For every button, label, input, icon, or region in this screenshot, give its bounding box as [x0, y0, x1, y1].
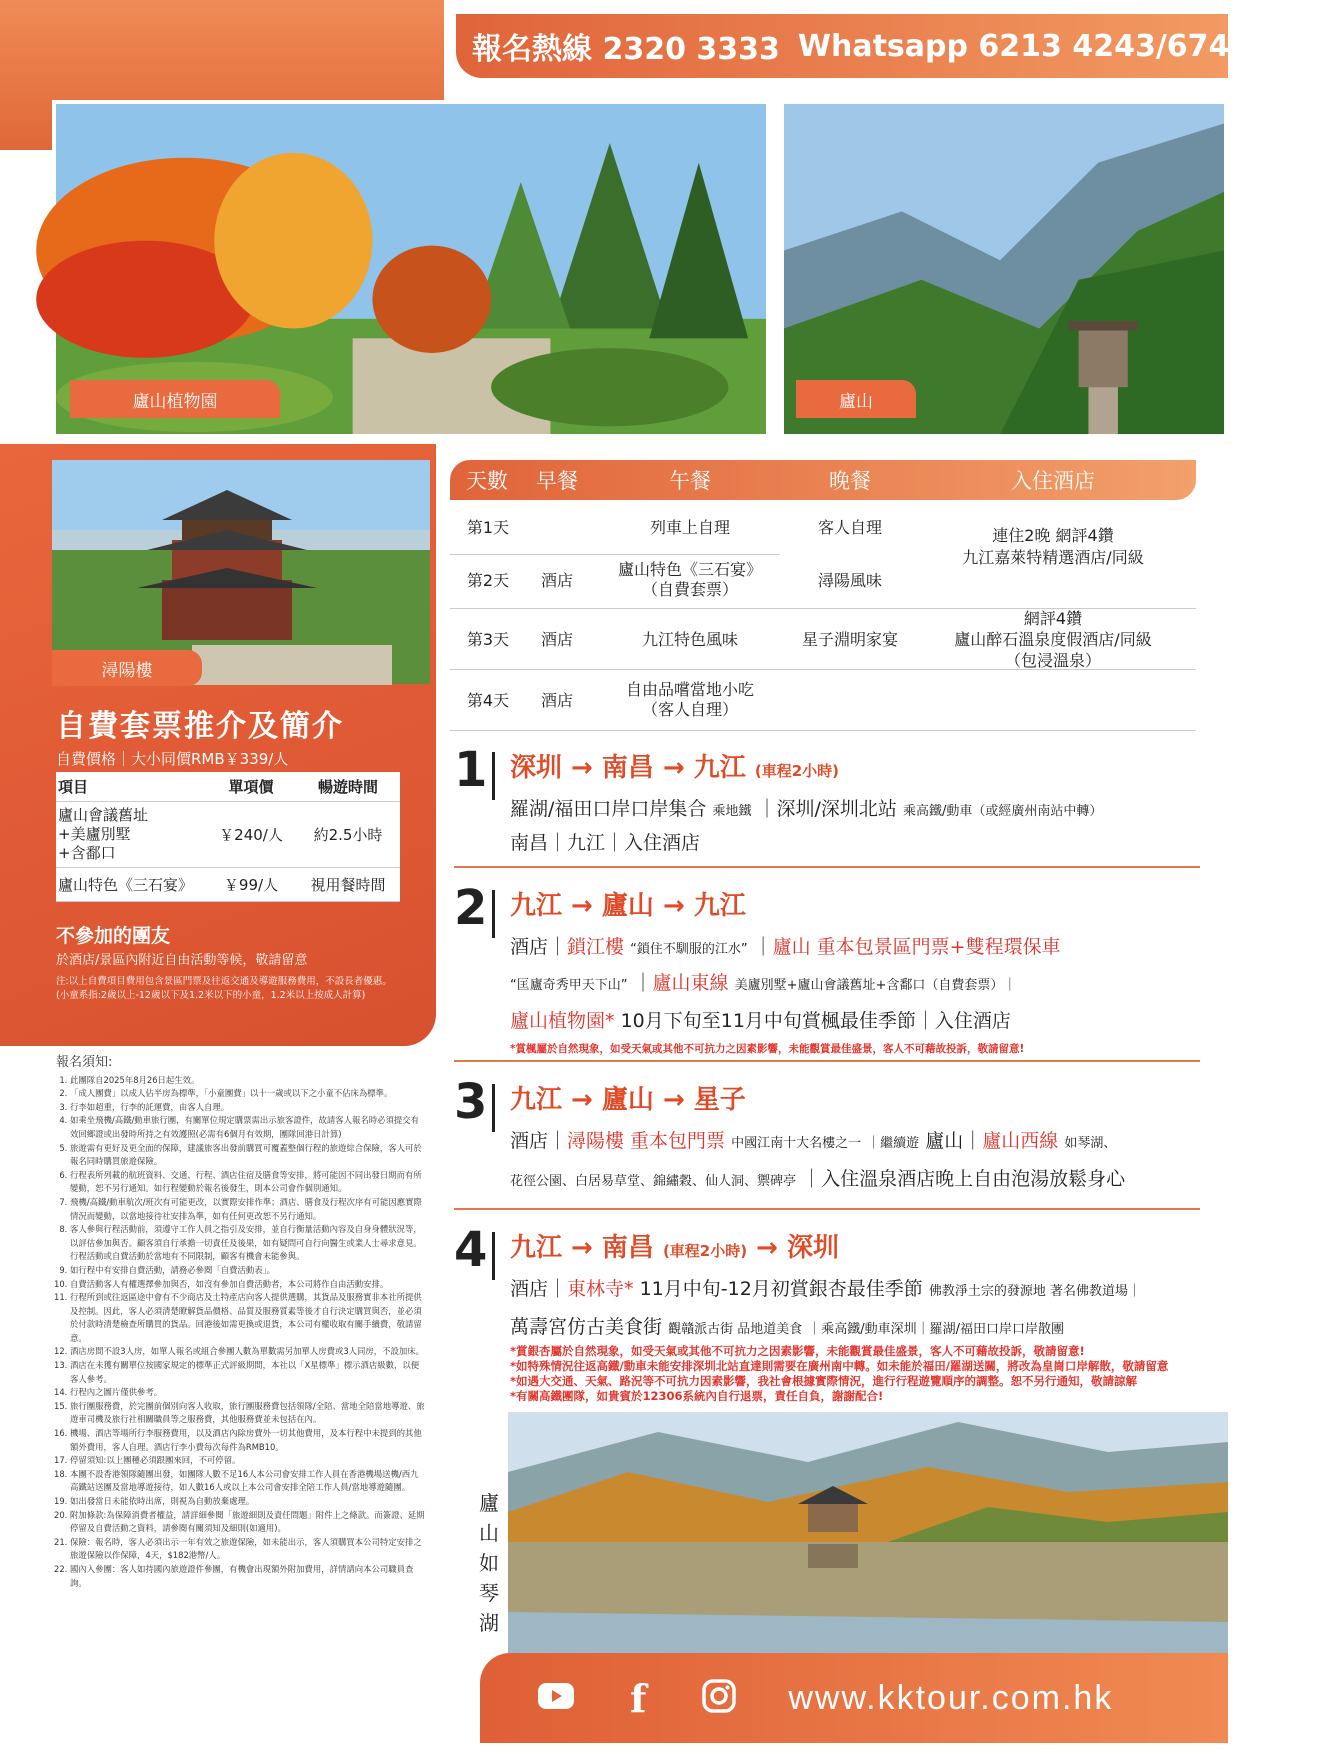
meal-breakfast: 酒店 [540, 571, 573, 590]
meal-day: 第4天 [466, 691, 510, 710]
meal-day: 第3天 [466, 630, 510, 649]
row-price: ￥99/人 [223, 876, 279, 894]
day2-bar [492, 890, 495, 938]
notes-item: 6. 行程表所列載的航班資料、交通、行程、酒店住宿及膳食等安排，將可能因不同出發日期而有所變動，恕不另行通知。如行程變動於報名後發生，則本公司會作個別通知。 [70, 1169, 426, 1196]
day3-line1 [510, 1126, 1116, 1153]
day4-warning: *如遇大交通、天氣、路況等不可抗力因素影響，我社會根據實際情況，進行行程遊覽順序的調整。恕不另行通知，敬請諒解 [510, 1374, 1138, 1388]
day3-l1c: 中國江南十大名樓之一 [731, 1136, 862, 1151]
lushan-caption: 廬山 [796, 380, 916, 418]
meal-header-hotel: 入住酒店 [1011, 469, 1095, 493]
day4-number: 4 [454, 1222, 488, 1278]
day3-l1h: 如琴湖、 [1064, 1136, 1117, 1151]
day1-title [510, 747, 839, 784]
notes-item: 5. 旅遊需有更好及更全面的保障，建議旅客出發前購買可覆蓋整個行程的旅遊綜合保險，客人可於報名同時購買旅遊保險。 [70, 1142, 426, 1169]
nonjoin-text: 於酒店/景區內附近自由活動等候，敬請留意 [56, 953, 308, 968]
notes-item: 4. 如乘坐飛機/高鐵/動車旅行團，有關單位規定購票需出示旅客證件，故請客人報名時必須提交有效回鄉證或出發時所持之有效護照(必需有6個月有效期，團隊回港日計算) [70, 1114, 426, 1141]
meal-header-day: 天數 [466, 469, 508, 493]
notes-item: 1. 此團隊自2025年8月26日起生效。 [70, 1074, 426, 1088]
day4-title-end: → 深圳 [756, 1233, 840, 1263]
row-time: 視用餐時間 [310, 876, 386, 894]
day1-l1b: 乘地鐵 [712, 804, 752, 819]
notes-item: 7. 飛機/高鐵/動車航次/班次有可能更改，以實際安排作準；酒店、膳食及行程次序有可能因應實際情況而變動，以當地接待社安排為準，如有任何更改恕不另行通知。 [70, 1196, 426, 1223]
day2-l1e: 廬山 重本包景區門票+雙程環保車 [772, 936, 1061, 958]
day1-bar [492, 752, 495, 800]
day3-bar [492, 1084, 495, 1132]
table-row [56, 802, 400, 868]
meal-header-lunch: 午餐 [669, 469, 711, 493]
day4-title [510, 1227, 839, 1264]
day2-number: 2 [454, 880, 488, 936]
meal-hotel-2: 網評4鑽 廬山醉石溫泉度假酒店/同級 （包浸溫泉） [954, 609, 1152, 670]
day2-line1 [510, 932, 1061, 959]
day3-divider [454, 1208, 1200, 1210]
day4-l2c: ｜乘高鐵/動車深圳｜羅湖/福田口岸口岸散團 [808, 1322, 1065, 1337]
hotline-bar [456, 14, 1344, 78]
day2-line2 [510, 968, 1016, 995]
day2-l2d: 美廬別墅+廬山會議舊址+含鄱口（自費套票）｜ [734, 978, 1017, 993]
facebook-icon[interactable]: f [630, 1675, 647, 1721]
xunyang-caption: 潯陽樓 [52, 650, 202, 686]
website-link[interactable]: www.kktour.com.hk [788, 1678, 1114, 1717]
day4-title-note: (車程2小時) [662, 1242, 748, 1260]
day3-l1e: 廬山 [925, 1130, 964, 1152]
notes-item: 3. 行李如超重，行李的託運費，由客人自理。 [70, 1101, 426, 1115]
row-price: ￥240/人 [219, 826, 283, 844]
day1-l1c: ｜深圳/深圳北站 [757, 798, 897, 820]
day1-line1 [510, 794, 1102, 821]
lake-label-char: 琴 [479, 1581, 499, 1605]
day3-l2b: ｜入住溫泉酒店晚上自由泡湯放鬆身心 [802, 1168, 1126, 1190]
optional-price-line: 自費價格｜大小同價RMB￥339/人 [56, 750, 289, 768]
meal-breakfast: 酒店 [540, 630, 573, 649]
notes-item: 2. 「成人團費」以成人佔半房為標準，「小童團費」以十一歲或以下之小童不佔床為標準。 [70, 1087, 426, 1101]
day1-l1a: 羅湖/福田口岸口岸集合 [510, 798, 707, 820]
day3-line2 [510, 1164, 1125, 1191]
meal-table-header [450, 460, 1196, 500]
optional-note: 注:以上自費項目費用包含景區門票及往返交通及導遊服務費用，不設長者優惠。 (小童系指:2歲以上-12歲以下及1.2米以下的小童，1.2米以上按成人計算) [56, 976, 392, 1001]
day2-l2a: “匡廬奇秀甲天下山” [510, 978, 628, 993]
day4-warnings [510, 1344, 1230, 1404]
botanical-caption: 廬山植物園 [70, 380, 280, 418]
youtube-icon[interactable] [538, 1683, 574, 1713]
day3-l1d: ｜繼續遊 [867, 1136, 920, 1151]
meal-dinner: 客人自理 [817, 518, 882, 537]
day1-divider [454, 866, 1200, 868]
whatsapp-label: Whatsapp 6213 4243/6745 3024 [797, 28, 1344, 64]
lake-label-char: 山 [479, 1521, 499, 1545]
day4-warning: *賞銀杏屬於自然現象，如受天氣或其他不可抗力之因素影響，未能觀賞最佳盛景，客人不可藉故投訴，敬請留意! [510, 1344, 1085, 1358]
day4-l2b: 觀贛派古街 品地道美食 [668, 1322, 803, 1337]
row-item: 廬山特色《三石宴》 [58, 876, 194, 894]
meal-hotel-1: 連住2晚 網評4鑽 九江嘉萊特精選酒店/同級 [962, 526, 1144, 567]
day2-line3 [510, 1006, 1011, 1033]
notes-item: 20. 附加條款:為保障消費者權益，請詳細參閱「旅遊細則及責任問題」附件上之條款。而簽證、延期停留及自費活動之資料，請參閱有關須知及細則(如適用)。 [70, 1509, 426, 1536]
day4-l1b: 東林寺* [567, 1278, 634, 1300]
day2-divider [454, 1060, 1200, 1062]
header-time: 暢遊時間 [317, 778, 378, 796]
day3-l1g: 廬山西線 [982, 1130, 1059, 1152]
notes-item: 8. 客人參與行程活動前，須遵守工作人員之指引及安排，並自行衡量活動內容及自身身體狀況等，以評估參加與否。顧客須自行承擔一切責任及後果，如有疑問可自行向醫生或業人士尋求意見。行程活動或自費活動於當地有不同限制，顧客有機會未能參與。 [70, 1223, 426, 1264]
day2-l2c: 廬山東線 [652, 972, 729, 994]
optional-table [56, 772, 400, 902]
notes-item: 17. 停留須知:以上團種必須跟團來回，不可停留。 [70, 1454, 426, 1468]
day2-l1c: “鎖住不馴服的江水” [630, 942, 748, 957]
day2-l1b: 鎖江樓 [567, 936, 625, 958]
day3-l1b: 潯陽樓 重本包門票 [567, 1130, 726, 1152]
day3-l2a: 花徑公園、白居易草堂、錦繡穀、仙人洞、禦碑亭 [510, 1174, 797, 1189]
notes-item: 13. 酒店在未獲有關單位按國家規定的標準正式評級期間，本社以「X星標準」標示酒店級數，以便客人參考。 [70, 1359, 426, 1386]
meal-lunch: 九江特色風味 [641, 630, 738, 649]
day3-number: 3 [454, 1074, 488, 1130]
notes-item: 22. 國內入參團：客人如持國內旅遊證件參團，有機會出現額外附加費用，詳情請向本公司職員查詢。 [70, 1563, 426, 1590]
notes-item: 21. 保險：報名時，客人必須出示一年有效之旅遊保險，如未能出示，客人須購買本公司特定安排之旅遊保險以作保障，4天，$182港幣/人。 [70, 1536, 426, 1563]
notes-title: 報名須知: [56, 1055, 113, 1070]
day4-l2a: 萬壽宮仿古美食街 [510, 1316, 663, 1338]
day4-line1 [510, 1274, 1141, 1301]
day2-title: 九江 → 廬山 → 九江 [510, 891, 746, 921]
day2-l3a: 廬山植物園* [510, 1010, 615, 1032]
day1-number: 1 [454, 742, 488, 798]
notes-list [56, 1074, 426, 1591]
day2-warning: *賞楓屬於自然現象，如受天氣或其他不可抗力之因素影響，未能觀賞最佳盛景，客人不可藉故投訴，敬請留意! [510, 1043, 1025, 1055]
notes-item: 11. 行程所到或往返區途中會有不少商店及土特產店向客人提供選購，其貨品及服務實非本社所提供及控制。因此，客人必須清楚瞭解貨品價格、品質及服務質素等後才自行決定購買與否，並必須於付款時清楚檢查所購買的貨品。回港後如需更換或退貨，本公司有權收取有關手續費，敬請留意。 [70, 1291, 426, 1345]
header-price: 單項價 [228, 778, 274, 796]
day4-l1a: 酒店｜ [510, 1278, 568, 1300]
day3-l1a: 酒店｜ [510, 1130, 568, 1152]
day2-l3b: 10月下旬至11月中旬賞楓最佳季節｜入住酒店 [620, 1010, 1011, 1032]
day1-route: 深圳 → 南昌 → 九江 [510, 753, 746, 783]
day4-bar [492, 1232, 495, 1280]
footer-bar [480, 1653, 1228, 1743]
day3-l1f: ｜ [963, 1130, 983, 1152]
lake-label-char: 如 [479, 1551, 499, 1575]
notes-item: 14. 行程內之圖片僅供參考。 [70, 1386, 426, 1400]
day4-line2 [510, 1312, 1064, 1339]
header-item: 項目 [58, 778, 89, 796]
notes-item: 15. 旅行團服務費，於完團前個別向客人收取，旅行團服務費包括領隊/全陪、當地全陪當地導遊、旅遊車司機及旅行社相關職員等之服務費，其他服務費並未包括在內。 [70, 1400, 426, 1427]
meal-day: 第2天 [466, 571, 510, 590]
day2-l1d: ｜ [753, 936, 773, 958]
row-time: 約2.5小時 [313, 826, 383, 844]
day4-route: 九江 → 南昌 [510, 1233, 654, 1263]
lake-vertical-label [476, 1488, 502, 1638]
day1-l1d: 乘高鐵/動車（或經廣州南站中轉） [902, 804, 1103, 819]
notes-item: 10. 自費活動客人有權選擇參加與否，如沒有參加自費活動者，本公司將作自由活動安排。 [70, 1278, 426, 1292]
meal-header-breakfast: 早餐 [536, 469, 578, 493]
meal-header-dinner: 晚餐 [829, 469, 871, 493]
notes-item: 12. 酒店房間不設3人房，如單人報名或組合參團人數為單數需另加單人房費或3人同房，不設加床。 [70, 1345, 426, 1359]
optional-table-header [56, 772, 400, 802]
notes-item: 16. 機場、酒店等場所行李服務費用，以及酒店內除房費外一切其他費用，及本行程中未提到的其他額外費用，客人自理。酒店行李小費每次每件為RMB10。 [70, 1427, 426, 1454]
meal-row [450, 671, 1196, 731]
nonjoin-title: 不參加的團友 [56, 925, 171, 947]
meal-lunch: 自由品嚐當地小吃 （客人自理） [625, 680, 754, 719]
row-item: 廬山會議舊址 +美廬別墅 +含鄱口 [58, 806, 149, 862]
meal-day: 第1天 [466, 518, 510, 537]
notes-item: 19. 如出發當日未能依時出席，則視為自動放棄處理。 [70, 1495, 426, 1509]
day1-title-note: (車程2小時) [754, 762, 839, 780]
registration-notes [56, 1056, 426, 1590]
day3-title: 九江 → 廬山 → 星子 [510, 1085, 746, 1115]
notes-item: 9. 如行程中有安排自費活動，請務必參閱「自費活動表」。 [70, 1264, 426, 1278]
day4-warning: *有關高鐵團隊，如貴賓於12306系統內自行退票，責任自負，謝謝配合! [510, 1389, 884, 1403]
lake-label-char: 湖 [479, 1611, 499, 1635]
day4-l1d: 佛教淨土宗的發源地 著名佛教道場｜ [928, 1284, 1141, 1299]
hotline-label: 報名熱線 2320 3333 [472, 32, 780, 67]
table-row [56, 868, 400, 902]
day4-l1c: 11月中旬-12月初賞銀杏最佳季節 [639, 1278, 923, 1300]
day2-l1a: 酒店｜ [510, 936, 568, 958]
meal-breakfast: 酒店 [540, 691, 573, 710]
meal-lunch: 列車上自理 [649, 518, 730, 537]
lake-photo [508, 1412, 1228, 1658]
notes-item: 18. 本團不設香港領隊隨團出發，如團隊人數不足16人本公司會安排工作人員在香港機場送機/西九高鐵站送團及當地導遊接待，如人數16人或以上本公司會安排全陪工作人員/當地導遊隨團。 [70, 1468, 426, 1495]
day4-warning: *如特殊情況往返高鐵/動車未能安排深圳北站直達則需要在廣州南中轉。如未能於福田/羅湖送關，將改為皇崗口岸解散，敬請留意 [510, 1359, 1169, 1373]
day2-l2b: ｜ [633, 972, 653, 994]
optional-title: 自費套票推介及簡介 [56, 709, 344, 744]
meal-lunch: 廬山特色《三石宴》 （自費套票） [617, 560, 762, 599]
day1-line2: 南昌｜九江｜入住酒店 [510, 832, 701, 854]
lake-label-char: 廬 [479, 1491, 499, 1515]
meal-dinner: 星子淵明家宴 [801, 630, 898, 649]
instagram-icon[interactable] [702, 1679, 736, 1717]
meal-dinner: 潯陽風味 [817, 571, 882, 590]
